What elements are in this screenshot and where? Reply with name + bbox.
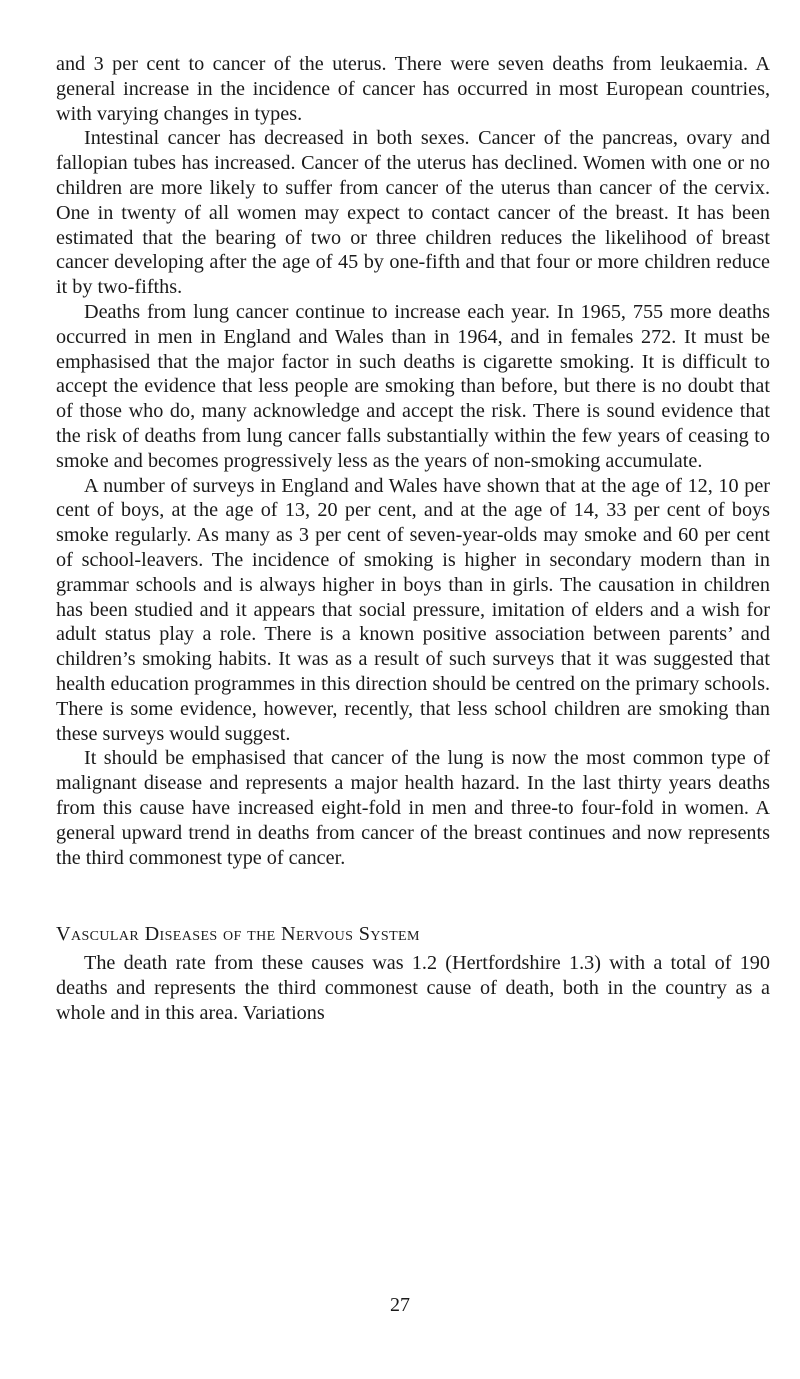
- paragraph-smoking-surveys: A number of surveys in England and Wales have shown that at the age of 12, 10 per cent of boys, at the age of 13, 20 per cent, and at the age of 14, 33 per cent of boys smoke regularly. As many as 3 per cent of seven-year-olds may smoke and 60 per cent of school-leavers. The incidence of smoking is higher in secondary modern than in grammar schools and is always higher in boys than in girls. The causation in children has been studied and it appears that social pressure, imitation of elders and a wish for adult status play a role. There is a known positive association between parents’ and children’s smoking habits. It was as a result of such surveys that it was suggested that health education programmes in this direction should be centred on the primary schools. There is some evidence, however, recently, that less school children are smoking than these surveys would suggest.: [56, 474, 770, 745]
- section-heading: Vascular Diseases of the Nervous System: [56, 923, 420, 946]
- paragraph-lung-cancer-deaths: Deaths from lung cancer continue to increase each year. In 1965, 755 more deaths occurred in men in England and Wales than in 1964, and in females 272. It must be emphasised that the major factor in such deaths is cigarette smoking. It is difficult to accept the evidence that less people are smoking than before, but there is no doubt that of those who do, many acknowledge and accept the risk. There is sound evidence that the risk of deaths from lung cancer falls substantially within the few years of ceasing to smoke and becomes progressively less as the years of non-smoking accumulate.: [56, 300, 770, 472]
- paragraph-cancer-continued: and 3 per cent to cancer of the uterus. There were seven deaths from leukaemia. A general increase in the incidence of cancer has occurred in most European countries, with varying changes in types.: [56, 53, 770, 125]
- page-body: [56, 52, 770, 1025]
- page-number: 27: [390, 1294, 410, 1316]
- paragraph-lung-cancer-hazard: It should be emphasised that cancer of the lung is now the most common type of malignant disease and represents a major health hazard. In the last thirty years deaths from this cause have increased eight-fold in men and three-to four-fold in women. A general upward trend in deaths from cancer of the breast continues and now represents the third commonest type of cancer.: [56, 747, 770, 869]
- paragraph-vascular-diseases: The death rate from these causes was 1.2 (Hertfordshire 1.3) with a total of 190 deaths and represents the third commonest cause of death, both in the country as a whole and in this area. Variations: [56, 952, 770, 1024]
- paragraph-intestinal-cancer: Intestinal cancer has decreased in both sexes. Cancer of the pancreas, ovary and fallopian tubes has increased. Cancer of the uterus has declined. Women with one or no children are more likely to suffer from cancer of the uterus than cancer of the cervix. One in twenty of all women may expect to contact cancer of the breast. It has been estimated that the bearing of two or three children reduces the likelihood of breast cancer developing after the age of 45 by one-fifth and that four or more children reduce it by two-fifths.: [56, 127, 770, 299]
